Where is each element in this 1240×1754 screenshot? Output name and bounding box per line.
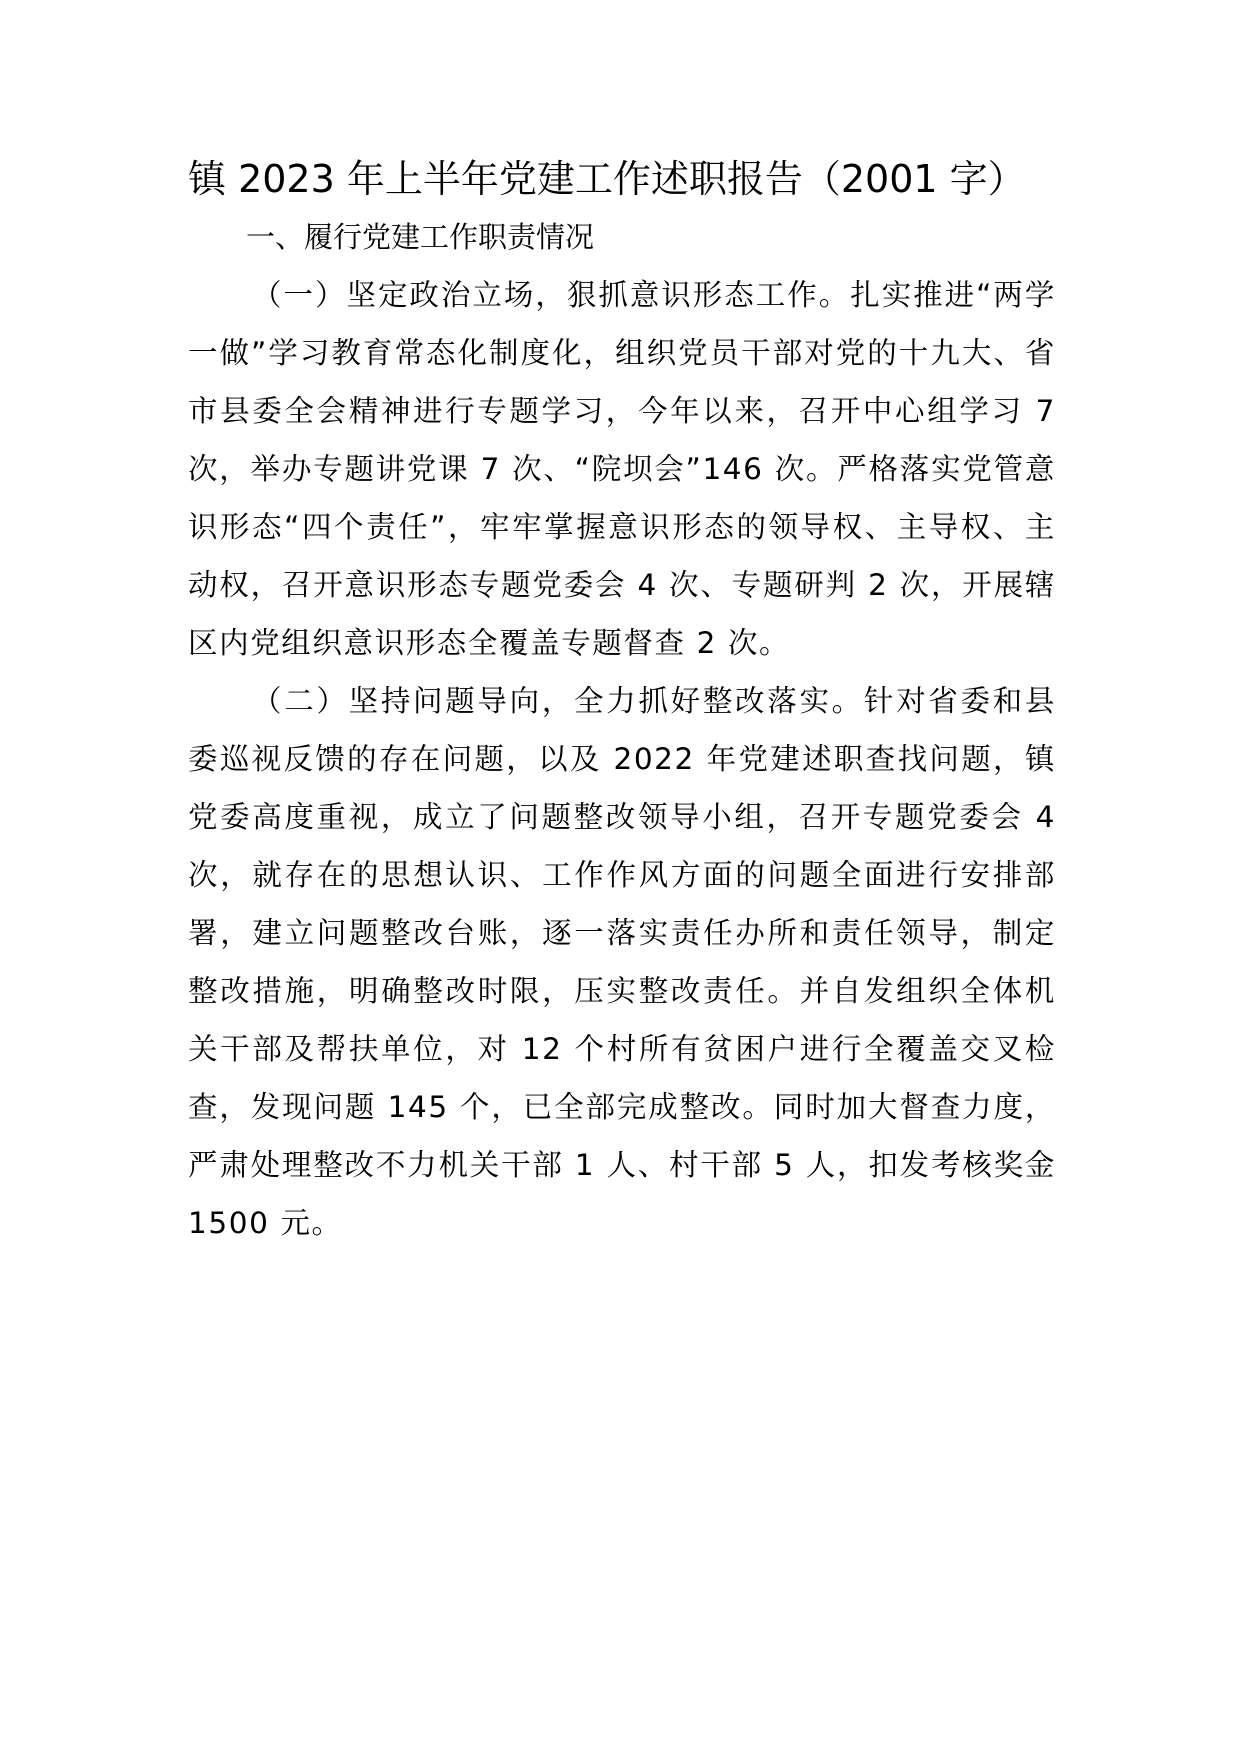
section-heading: 一、履行党建工作职责情况 (246, 220, 595, 254)
paragraph-2: （二）坚持问题导向，全力抓好整改落实。针对省委和县委巡视反馈的存在问题，以及 2022 年党建述职查找问题，镇党委高度重视，成立了问题整改领导小组，召开专题党委会 4 次，就存在的思想认识、工作作风方面的问题全面进行安排部署，建立问题整改台账，逐一落实责任办所和责任领导，制定整改措施，明确整改时限，压实整改责任。并自发组织全体机关干部及帮扶单位，对 12 个村所有贫困户进行全覆盖交叉检查，发现问题 145 个，已全部完成整改。同时加大督查力度，严肃处理整改不力机关干部 1 人、村干部 5 人，扣发考核奖金 1500 元。 (188, 684, 1056, 1240)
document-title: 镇 2023 年上半年党建工作述职报告（2001 字） (188, 157, 1026, 201)
document-page (188, 150, 1056, 1252)
paragraph-1: （一）坚定政治立场，狠抓意识形态工作。扎实推进“两学一做”学习教育常态化制度化，组织党员干部对党的十九大、省市县委全会精神进行专题学习，今年以来，召开中心组学习 7 次，举办专题讲党课 7 次、“院坝会”146 次。严格落实党管意识形态“四个责任”，牢牢掌握意识形态的领导权、主导权、主动权，召开意识形态专题党委会 4 次、专题研判 2 次，开展辖区内党组织意识形态全覆盖专题督查 2 次。 (188, 278, 1056, 660)
